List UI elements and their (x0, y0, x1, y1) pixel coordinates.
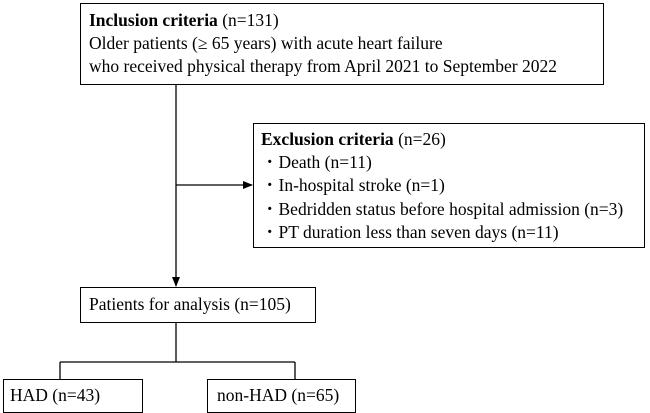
non-had-label: non-HAD (n=65) (217, 385, 340, 405)
exclusion-criteria-box (253, 123, 645, 248)
non-had-group-box (207, 379, 356, 413)
inclusion-count: (n=131) (217, 10, 279, 30)
exclusion-item-stroke: ・In-hospital stroke (n=1) (261, 175, 445, 196)
inclusion-heading (89, 9, 603, 32)
analysis-box (80, 287, 316, 323)
inclusion-line-2: who received physical therapy from April 2021 to September 2022 (89, 56, 558, 76)
exclusion-item-bedridden: ・Bedridden status before hospital admission (n=3) (261, 198, 624, 219)
exclusion-title: Exclusion criteria (261, 129, 394, 149)
inclusion-title: Inclusion criteria (89, 10, 218, 30)
analysis-label: Patients for analysis (n=105) (89, 294, 291, 314)
exclusion-item-pt-duration: ・PT duration less than seven days (n=11) (261, 221, 559, 242)
had-label: HAD (n=43) (10, 385, 101, 405)
inclusion-criteria-box (80, 3, 604, 85)
had-group-box (3, 379, 143, 413)
exclusion-heading (261, 128, 644, 151)
inclusion-line-1: Older patients (≥ 65 years) with acute heart failure (89, 33, 443, 53)
exclusion-count: (n=26) (393, 129, 446, 149)
exclusion-item-death: ・Death (n=11) (261, 152, 372, 173)
